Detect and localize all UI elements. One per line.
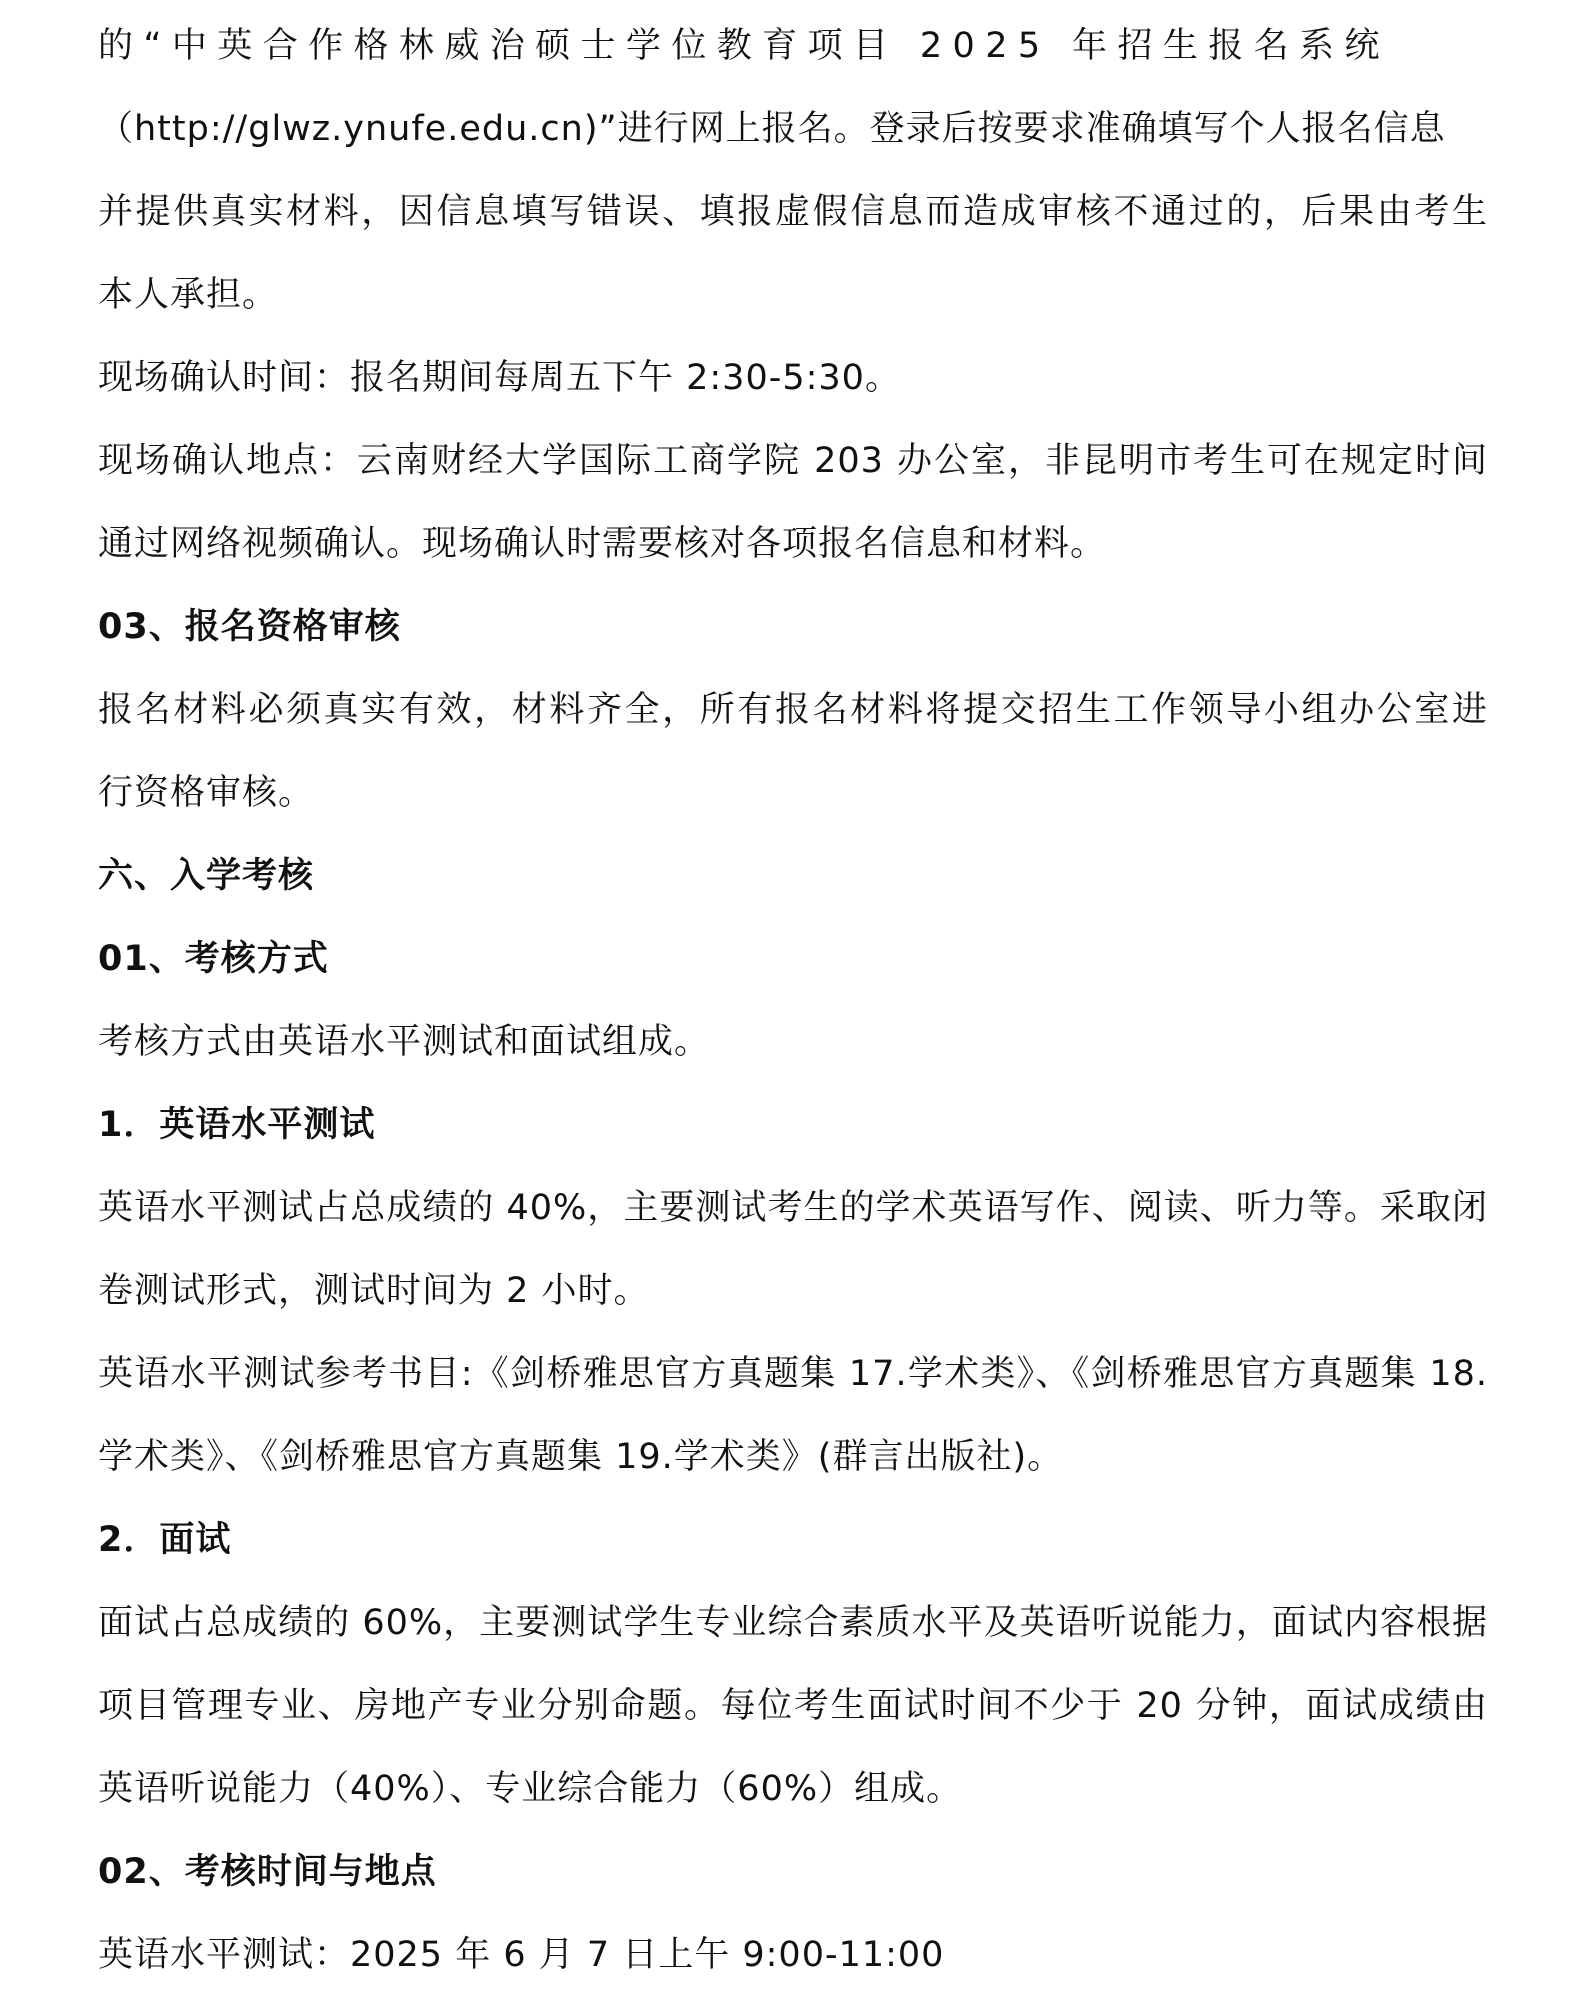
paragraph-line: 英语水平测试占总成绩的 40%，主要测试考生的学术英语写作、阅读、听力等。采取闭 [98,1188,1488,1228]
paragraph-line: 通过网络视频确认。现场确认时需要核对各项报名信息和材料。 [98,524,1107,564]
paragraph-line: 项目管理专业、房地产专业分别命题。每位考生面试时间不少于 20 分钟，面试成绩由 [98,1686,1488,1726]
paragraph-line: 现场确认地点：云南财经大学国际工商学院 203 办公室，非昆明市考生可在规定时间 [98,441,1488,481]
section-heading: 02、考核时间与地点 [98,1852,437,1892]
paragraph-line: 行资格审核。 [98,773,315,813]
section-heading: 03、报名资格审核 [98,607,401,647]
paragraph-line: 英语听说能力（40%）、专业综合能力（60%）组成。 [98,1769,963,1809]
chapter-heading: 六、入学考核 [98,856,315,896]
paragraph-line: 的“中英合作格林威治硕士学位教育项目 2025 年招生报名系统 [98,26,1390,66]
paragraph-line: 面试占总成绩的 60%，主要测试学生专业综合素质水平及英语听说能力，面试内容根据 [98,1603,1488,1643]
subsection-heading: 1．英语水平测试 [98,1105,376,1145]
paragraph-line: 考核方式由英语水平测试和面试组成。 [98,1022,711,1062]
paragraph-line: 英语水平测试参考书目:《剑桥雅思官方真题集 17.学术类》、《剑桥雅思官方真题集 18. [98,1354,1488,1394]
paragraph-line: 学术类》、《剑桥雅思官方真题集 19.学术类》(群言出版社)。 [98,1437,1064,1477]
paragraph-line: 本人承担。 [98,275,279,315]
paragraph-line: 并提供真实材料，因信息填写错误、填报虚假信息而造成审核不通过的，后果由考生 [98,192,1488,232]
section-heading: 01、考核方式 [98,939,329,979]
subsection-heading: 2．面试 [98,1520,232,1560]
paragraph-line: 报名材料必须真实有效，材料齐全，所有报名材料将提交招生工作领导小组办公室进 [98,690,1488,730]
paragraph-line: 现场确认时间：报名期间每周五下午 2:30-5:30。 [98,358,901,398]
paragraph-line: 卷测试形式，测试时间为 2 小时。 [98,1271,650,1311]
paragraph-line: （http://glwz.ynufe.edu.cn)”进行网上报名。登录后按要求准确填写个人报名信息 [98,109,1446,149]
paragraph-line: 英语水平测试：2025 年 6 月 7 日上午 9:00-11:00 [98,1935,945,1975]
